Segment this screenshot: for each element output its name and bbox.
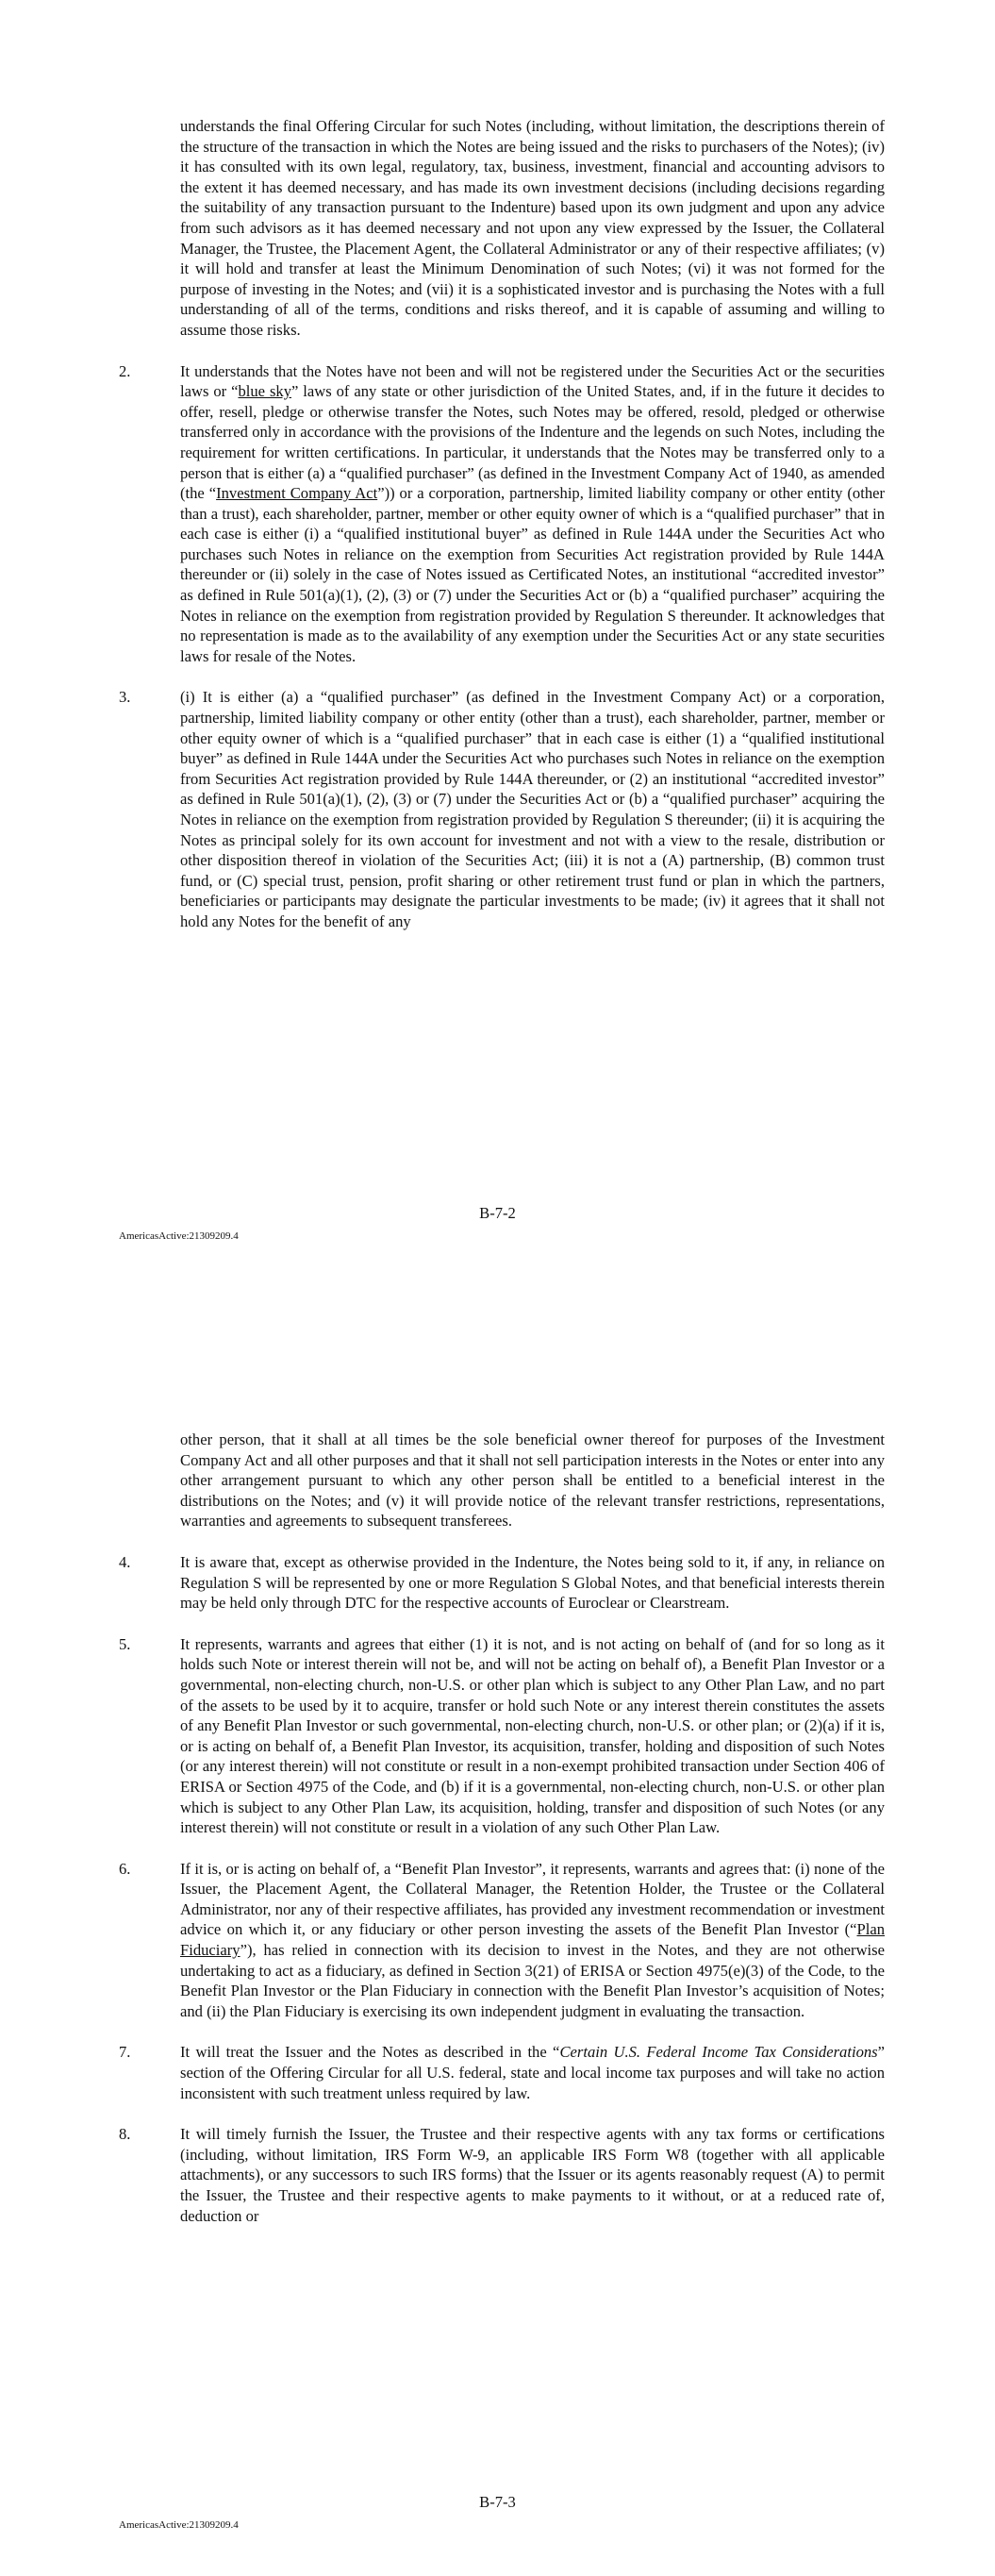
section-reference-tax-considerations: Certain U.S. Federal Income Tax Considerations bbox=[559, 2043, 878, 2062]
item-text: It represents, warrants and agrees that either (1) it is not, and is not acting on behalf of (and for so long as it holds such Note or interest therein will not be, and will not be acting on behalf of), a Benefit Plan Investor or a governmental, non-electing church, non-U.S. or other plan which is subject to any Other Plan Law, and no part of the assets to be used by it to acquire, transfer or hold such Note or any interest therein constitutes the assets of any Benefit Plan Investor or such governmental, non-electing church, non-U.S. or other plan; or (2)(a) if it is, or is acting on behalf of, a Benefit Plan Investor, its acquisition, transfer, holding and disposition of such Notes (or any interest therein) will not constitute or result in a non-exempt prohibited transaction under Section 406 of ERISA or Section 4975 of the Code, and (b) if it is a governmental, non-electing church, non-U.S. or other plan which is subject to any Other Plan Law, its acquisition, holding, transfer and disposition of such Notes (or any interest therein) will not constitute or result in a violation of any such Other Plan Law. bbox=[180, 1634, 885, 1837]
item-number: 7. bbox=[119, 2043, 131, 2062]
page-body bbox=[0, 116, 995, 932]
numbered-item-6 bbox=[119, 1859, 885, 2022]
continuation-paragraph: understands the final Offering Circular for such Notes (including, without limitation, the descriptions therein of the structure of the transaction in which the Notes are being issued and the risks to purchasers of the Notes); (iv) it has consulted with its own legal, regulatory, tax, business, investment, financial and accounting advisors to the extent it has deemed necessary, and has made its own investment decisions (including decisions regarding the suitability of any transaction pursuant to the Indenture) based upon its own judgment and upon any advice from such advisors as it has deemed necessary and not upon any view expressed by the Issuer, the Collateral Manager, the Trustee, the Placement Agent, the Collateral Administrator or any of their respective affiliates; (v) it will hold and transfer at least the Minimum Denomination of such Notes; (vi) it was not formed for the purpose of investing in the Notes; and (vii) it is a sophisticated investor and is purchasing the Notes with a full understanding of all of the terms, conditions and risks thereof, and it is capable of assuming and willing to assume those risks. bbox=[180, 117, 885, 339]
page-number: B-7-2 bbox=[479, 1204, 516, 1222]
defined-term-investment-company-act: Investment Company Act bbox=[216, 484, 378, 503]
defined-term-blue-sky: blue sky bbox=[238, 382, 291, 401]
item-number: 2. bbox=[119, 361, 131, 380]
item-number: 5. bbox=[119, 1634, 131, 1653]
numbered-item-3 bbox=[119, 687, 885, 931]
item-text: It will timely furnish the Issuer, the Trustee and their respective agents with any tax forms or certifications (including, without limitation, IRS Form W-9, an applicable IRS Form W8 (together with all applicable attachments), or any successors to such IRS forms) that the Issuer or its agents reasonably request (A) to permit the Issuer, the Trustee and their respective agents to make payments to it without, or at a reduced rate of, deduction or bbox=[180, 2125, 885, 2225]
numbered-item-2 bbox=[119, 361, 885, 667]
item-text: It will treat the Issuer and the Notes as described in the “Certain U.S. Federal Income Tax Considerations” section of the Offering Circular for all U.S. federal, state and local income tax purposes and will take no action inconsistent with such treatment unless required by law. bbox=[180, 2043, 885, 2102]
numbered-item-5 bbox=[119, 1634, 885, 1838]
document-page-2 bbox=[0, 1288, 995, 2576]
page-number: B-7-3 bbox=[479, 2493, 516, 2511]
item-text: It is aware that, except as otherwise provided in the Indenture, the Notes being sold to it, if any, in reliance on Regulation S will be represented by one or more Regulation S Global Notes, and that beneficial interests therein may be held only through DTC for the respective accounts of Euroclear or Clearstream. bbox=[180, 1552, 885, 1613]
item-number: 8. bbox=[119, 2125, 131, 2144]
continuation-paragraph: other person, that it shall at all times be the sole beneficial owner thereof for purposes of the Investment Company Act and all other purposes and that it shall not sell participation interests in the Notes or enter into any other arrangement pursuant to which any other person shall be entitled to a beneficial interest in the distributions on the Notes; and (v) it will provide notice of the relevant transfer restrictions, representations, warranties and agreements to subsequent transferees. bbox=[180, 1430, 885, 1531]
numbered-item-8 bbox=[119, 2124, 885, 2226]
item-text: It understands that the Notes have not been and will not be registered under the Securities Act or the securities laws or “blue sky” laws of any state or other jurisdiction of the United States, and, if in the future it decides to offer, resell, pledge or otherwise transfer the Notes, such Notes may be offered, resold, pledged or otherwise transferred only in accordance with the provisions of the Indenture and the legends on such Notes, including the requirement for written certifications. In particular, it understands that the Notes may be transferred only to a person that is either (a) a “qualified purchaser” (as defined in the Investment Company Act of 1940, as amended (the “Investment Company Act”)) or a corporation, partnership, limited liability company or other entity (other than a trust), each shareholder, partner, member or other equity owner of which is a “qualified purchaser” that in each case is either (i) a “qualified institutional buyer” as defined in Rule 144A under the Securities Act who purchases such Notes in reliance on the exemption from Securities Act registration provided by Rule 144A thereunder or (ii) solely in the case of Notes issued as Certificated Notes, an institutional “accredited investor” as defined in Rule 501(a)(1), (2), (3) or (7) under the Securities Act or (b) a “qualified purchaser” acquiring the Notes in reliance on the exemption from registration provided by Regulation S thereunder. It acknowledges that no representation is made as to the availability of any exemption under the Securities Act or any state securities laws for resale of the Notes. bbox=[180, 361, 886, 665]
numbered-item-7 bbox=[119, 2042, 885, 2103]
numbered-item-4 bbox=[119, 1552, 885, 1614]
document-id: AmericasActive:21309209.4 bbox=[119, 1230, 239, 1242]
item-number: 3. bbox=[119, 688, 131, 707]
document-id: AmericasActive:21309209.4 bbox=[119, 2519, 239, 2531]
item-text: If it is, or is acting on behalf of, a “Benefit Plan Investor”, it represents, warrants and agrees that: (i) none of the Issuer, the Placement Agent, the Collateral Manager, the Retention Holder, the Trustee or the Collateral Administrator, nor any of their respective affiliates, has provided any investment recommendation or investment advice on which it, or any fiduciary or other person investing the assets of the Benefit Plan Investor (“Plan Fiduciary”), has relied in connection with its decision to invest in the Notes, and they are not otherwise undertaking to act as a fiduciary, as defined in Section 3(21) of ERISA or Section 4975(e)(3) of the Code, to the Benefit Plan Investor or the Plan Fiduciary in connection with the Benefit Plan Investor’s acquisition of Notes; and (ii) the Plan Fiduciary is exercising its own independent judgment in evaluating the transaction. bbox=[180, 1859, 885, 2020]
item-number: 4. bbox=[119, 1552, 131, 1571]
page-body bbox=[0, 1430, 995, 2226]
item-text: (i) It is either (a) a “qualified purchaser” (as defined in the Investment Company Act) or a corporation, partnership, limited liability company or other entity (other than a trust), each shareholder, partner, member or other equity owner of which is a “qualified purchaser” that in each case is either (1) a “qualified institutional buyer” as defined in Rule 144A under the Securities Act who purchases such Notes in reliance on the exemption from Securities Act registration provided by Rule 144A thereunder, or (2) an institutional “accredited investor” as defined in Rule 501(a)(1), (2), (3) or (7) under the Securities Act or (b) a “qualified purchaser” acquiring the Notes in reliance on the exemption from registration provided by Regulation S thereunder; (ii) it is acquiring the Notes as principal solely for its own account for investment and not with a view to the resale, distribution or other disposition thereof in violation of the Securities Act; (iii) it is not a (A) partnership, (B) common trust fund, or (C) special trust, pension, profit sharing or other retirement trust fund or plan in which the partners, beneficiaries or participants may designate the particular investments to be made; (iv) it agrees that it shall not hold any Notes for the benefit of any bbox=[180, 688, 885, 930]
defined-term-plan-fiduciary: Plan Fiduciary bbox=[180, 1920, 885, 1960]
item-number: 6. bbox=[119, 1859, 131, 1878]
